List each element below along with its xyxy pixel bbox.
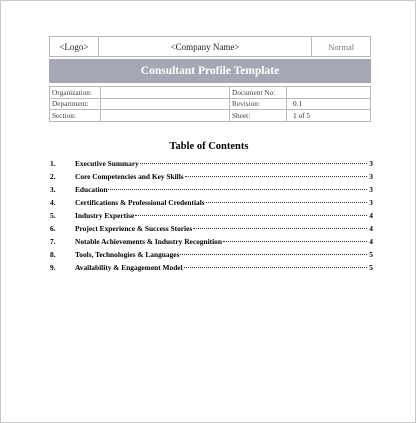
toc-leader xyxy=(140,163,367,164)
toc-label: Certifications & Professional Credentials xyxy=(75,198,205,207)
toc-item[interactable] xyxy=(50,237,373,250)
toc-item[interactable] xyxy=(50,250,373,263)
toc-leader xyxy=(108,189,367,190)
toc-label: Executive Summary xyxy=(75,159,139,168)
toc-page: 3 xyxy=(369,159,373,168)
toc-item[interactable] xyxy=(50,224,373,237)
toc-page: 4 xyxy=(369,237,373,246)
toc-label: Project Experience & Success Stories xyxy=(75,224,193,233)
toc-leader xyxy=(223,241,367,242)
organization-value xyxy=(101,87,230,99)
document-info-table xyxy=(49,86,371,122)
toc-item[interactable] xyxy=(50,198,373,211)
department-label: Department: xyxy=(50,98,101,110)
toc-label: Core Competencies and Key Skills xyxy=(75,172,184,181)
toc-page: 3 xyxy=(369,198,373,207)
toc-item[interactable] xyxy=(50,263,373,276)
toc-page: 3 xyxy=(369,185,373,194)
toc-page: 4 xyxy=(369,224,373,233)
document-no-label: Document No: xyxy=(230,87,287,99)
toc-leader xyxy=(193,228,367,229)
toc-page: 5 xyxy=(369,263,373,272)
toc-leader xyxy=(180,254,367,255)
table-of-contents xyxy=(50,159,373,276)
sheet-label: Sheet: xyxy=(230,110,287,122)
toc-number: 5. xyxy=(50,211,56,220)
toc-label: Notable Achievements & Industry Recognition xyxy=(75,237,222,246)
section-label: Section: xyxy=(50,110,101,122)
toc-number: 8. xyxy=(50,250,56,259)
toc-page: 4 xyxy=(369,211,373,220)
toc-number: 9. xyxy=(50,263,56,272)
section-value xyxy=(101,110,230,122)
toc-label: Industry Expertise xyxy=(75,211,135,220)
toc-label: Education xyxy=(75,185,108,194)
document-title: Consultant Profile Template xyxy=(49,59,371,83)
toc-leader xyxy=(206,202,367,203)
toc-item[interactable] xyxy=(50,159,373,172)
document-no-value xyxy=(287,87,371,99)
revision-label: Revision: xyxy=(230,98,287,110)
toc-page: 5 xyxy=(369,250,373,259)
toc-label: Availability & Engagement Model xyxy=(75,263,183,272)
sheet-value: 1 of 5 xyxy=(287,110,371,122)
toc-page: 3 xyxy=(369,172,373,181)
department-value xyxy=(101,98,230,110)
toc-item[interactable] xyxy=(50,172,373,185)
organization-label: Organization: xyxy=(50,87,101,99)
toc-number: 6. xyxy=(50,224,56,233)
toc-label: Tools, Technologies & Languages xyxy=(75,250,180,259)
style-label: Normal xyxy=(312,37,371,57)
toc-number: 1. xyxy=(50,159,56,168)
toc-leader xyxy=(185,176,367,177)
toc-number: 7. xyxy=(50,237,56,246)
document-header xyxy=(49,36,371,57)
company-name-placeholder: <Company Name> xyxy=(98,37,311,57)
revision-value: 0.1 xyxy=(287,98,371,110)
toc-number: 3. xyxy=(50,185,56,194)
toc-number: 2. xyxy=(50,172,56,181)
toc-item[interactable] xyxy=(50,185,373,198)
logo-placeholder: <Logo> xyxy=(50,37,99,57)
toc-item[interactable] xyxy=(50,211,373,224)
toc-leader xyxy=(135,215,367,216)
toc-leader xyxy=(184,267,367,268)
toc-title: Table of Contents xyxy=(169,141,249,152)
toc-number: 4. xyxy=(50,198,56,207)
